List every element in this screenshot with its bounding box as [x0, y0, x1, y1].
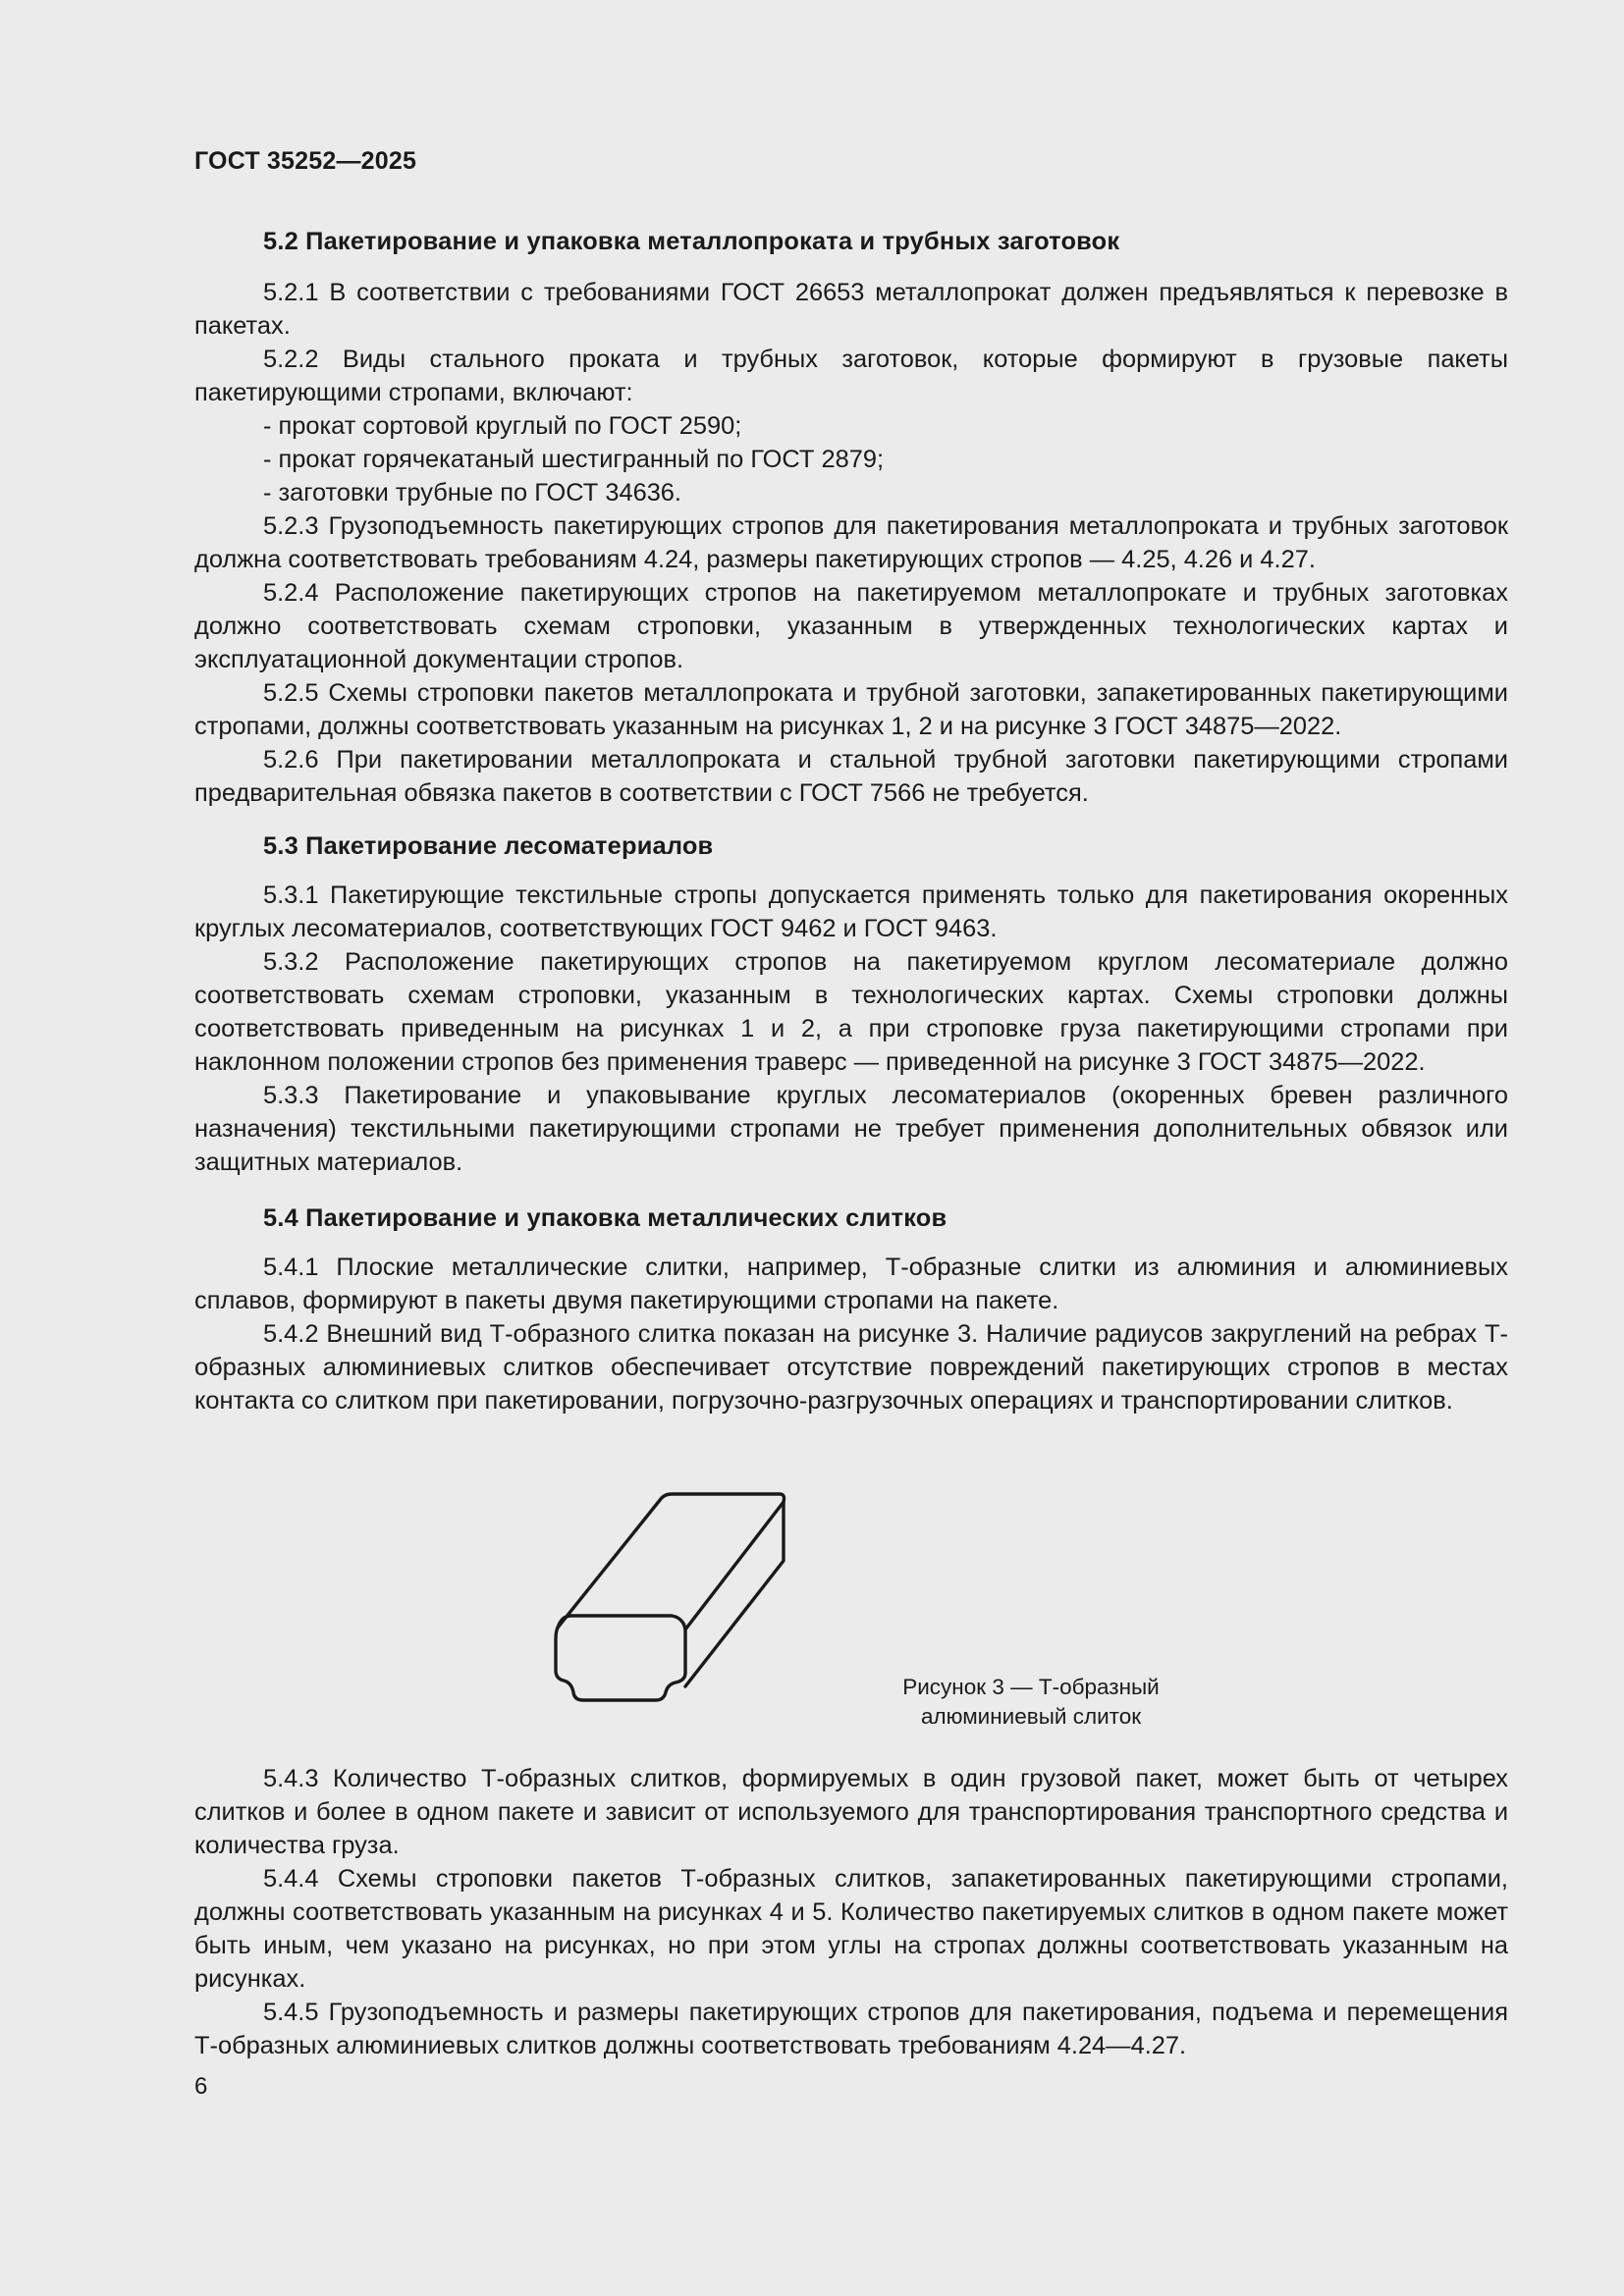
figure-caption-line-1: Рисунок 3 — Т-образный [902, 1675, 1160, 1699]
paragraph: 5.3.2 Расположение пакетирующих стропов на пакетируемом круглом лесоматериале должно соответствовать схемам строповки, указанным в технологических картах. Схемы строповки должны соответствовать приведенным на рисунках 1 и 2, а при строповке груза пакетирующими стропами при наклонном положении стропов без применения траверс — приведенной на рисунке 3 ГОСТ 34875—2022. [194, 948, 1508, 1076]
list-item: - заготовки трубные по ГОСТ 34636. [263, 479, 681, 507]
section-title-5-2: 5.2 Пакетирование и упаковка металлопроката и трубных заготовок [263, 228, 1120, 255]
list-item: - прокат сортовой круглый по ГОСТ 2590; [263, 412, 742, 440]
paragraph: 5.4.4 Схемы строповки пакетов Т-образных слитков, запакетированных пакетирующими стропами, должны соответствовать указанным на рисунках 4 и 5. Количество пакетируемых слитков в одном пакете может быть иным, чем указано на рисунках, но при этом углы на стропах должны соответствовать указанным на рисунках. [194, 1865, 1508, 1993]
paragraph: 5.2.1 В соответствии с требованиями ГОСТ 26653 металлопрокат должен предъявляться к перевозке в пакетах. [194, 279, 1508, 340]
list-item: - прокат горячекатаный шестигранный по ГОСТ 2879; [263, 446, 884, 473]
page-number: 6 [194, 2073, 208, 2100]
paragraph: 5.2.3 Грузоподъемность пакетирующих стропов для пакетирования металлопроката и трубных заготовок должна соответствовать требованиям 4.24, размеры пакетирующих стропов — 4.25, 4.26 и 4.27. [194, 512, 1508, 573]
paragraph: 5.2.2 Виды стального проката и трубных заготовок, которые формируют в грузовые пакеты пакетирующими стропами, включают: [194, 346, 1508, 406]
figure-caption-line-2: алюминиевый слиток [920, 1704, 1142, 1729]
section-5-4-body-bottom [194, 1762, 1508, 2062]
paragraph: 5.4.5 Грузоподъемность и размеры пакетирующих стропов для пакетирования, подъема и перемещения Т-образных алюминиевых слитков должны соответствовать требованиям 4.24—4.27. [194, 1999, 1508, 2059]
paragraph: 5.2.6 При пакетировании металлопроката и стальной трубной заготовки пакетирующими стропами предварительная обвязка пакетов в соответствии с ГОСТ 7566 не требуется. [194, 746, 1508, 807]
paragraph: 5.3.3 Пакетирование и упаковывание круглых лесоматериалов (окоренных бревен различного назначения) текстильными пакетирующими стропами не требует применения дополнительных обвязок или защитных материалов. [194, 1082, 1508, 1176]
section-title-5-4: 5.4 Пакетирование и упаковка металлических слитков [263, 1204, 947, 1232]
paragraph: 5.3.1 Пакетирующие текстильные стропы допускается применять только для пакетирования окоренных круглых лесоматериалов, соответствующих ГОСТ 9462 и ГОСТ 9463. [194, 881, 1508, 942]
section-title-5-3: 5.3 Пакетирование лесоматериалов [263, 832, 714, 860]
paragraph: 5.4.1 Плоские металлические слитки, например, Т-образные слитки из алюминия и алюминиевых сплавов, формируют в пакеты двумя пакетирующими стропами на пакете. [194, 1254, 1508, 1314]
paragraph: 5.2.5 Схемы строповки пакетов металлопроката и трубной заготовки, запакетированных пакетирующими стропами, должны соответствовать указанным на рисунках 1, 2 и на рисунке 3 ГОСТ 34875—2022. [194, 679, 1508, 740]
document-header: ГОСТ 35252—2025 [194, 147, 417, 175]
t-ingot-figure [548, 1492, 793, 1728]
section-5-3-body [194, 879, 1508, 1179]
section-5-2-body [194, 276, 1508, 810]
paragraph: 5.4.2 Внешний вид Т-образного слитка показан на рисунке 3. Наличие радиусов закруглений на ребрах Т-образных алюминиевых слитков обеспечивает отсутствие повреждений пакетирующих стропов в местах контакта со слитком при пакетировании, погрузочно-разгрузочных операциях и транспортировании слитков. [194, 1320, 1508, 1415]
figure-caption [844, 1673, 1218, 1732]
paragraph: 5.2.4 Расположение пакетирующих стропов на пакетируемом металлопрокате и трубных заготовках должно соответствовать схемам строповки, указанным в утвержденных технологических картах и эксплуатационной документации стропов. [194, 579, 1508, 673]
paragraph: 5.4.3 Количество Т-образных слитков, формируемых в один грузовой пакет, может быть от четырех слитков и более в одном пакете и зависит от используемого для транспортирования транспортного средства и количества груза. [194, 1765, 1508, 1859]
section-5-4-body-top [194, 1251, 1508, 1417]
